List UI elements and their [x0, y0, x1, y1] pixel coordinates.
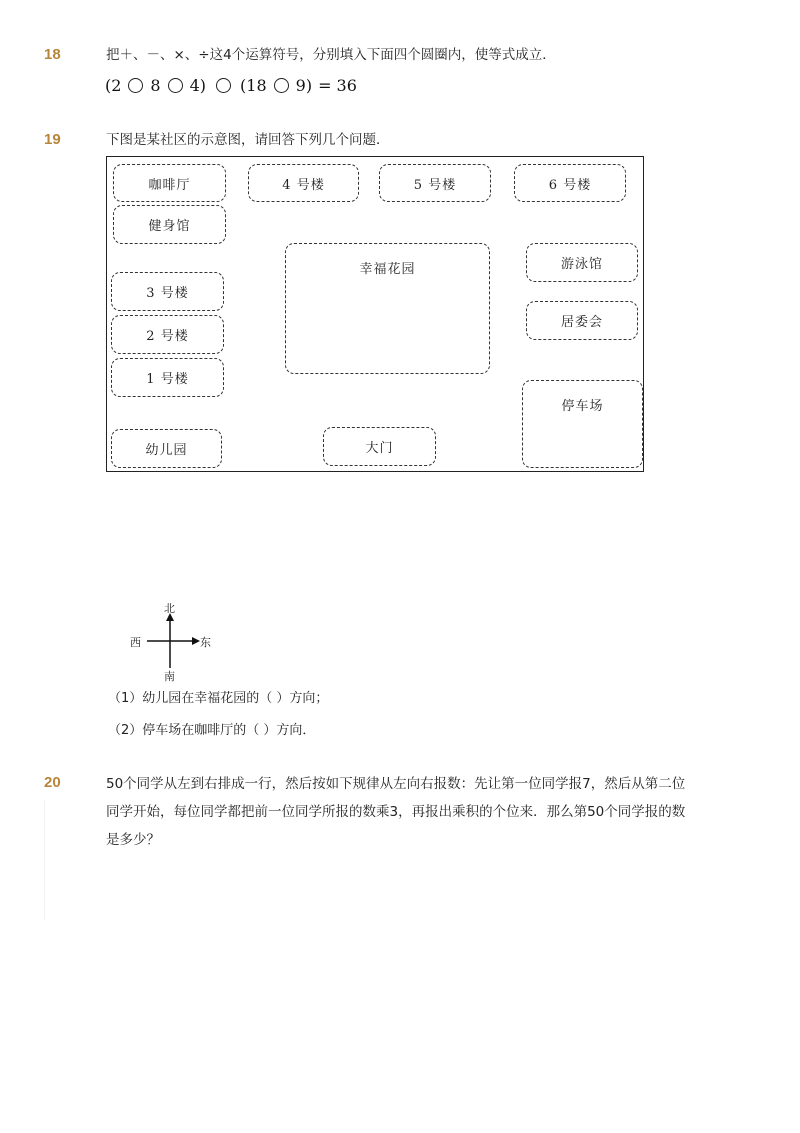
map-building-6: 6 号楼	[514, 164, 626, 202]
eq-n2: 8	[150, 76, 161, 95]
question-number-20: 20	[44, 774, 61, 791]
operator-circle-2[interactable]	[168, 78, 183, 93]
question-18-equation	[105, 76, 357, 95]
compass-east-label: 东	[200, 636, 211, 649]
eq-open1: (2	[105, 76, 122, 95]
question-20-line-1: 50个同学从左到右排成一行，然后按如下规律从左向右报数：先让第一位同学报7，然后从第二位	[106, 776, 686, 792]
map-pool: 游泳馆	[526, 243, 638, 282]
compass-south-label: 南	[164, 670, 175, 683]
compass-rose	[126, 600, 226, 684]
map-cafe: 咖啡厅	[113, 164, 226, 202]
map-building-2: 2 号楼	[111, 315, 224, 354]
map-building-3: 3 号楼	[111, 272, 224, 311]
question-20-text	[106, 770, 726, 854]
question-19-sub-2: （2）停车场在咖啡厅的（ ）方向．	[108, 723, 316, 738]
compass-arrows-icon	[126, 600, 226, 684]
operator-circle-3[interactable]	[216, 78, 231, 93]
question-19-sub-1: （1）幼儿园在幸福花园的（ ）方向；	[108, 691, 329, 706]
question-18-prompt: 把＋、－、×、÷这4个运算符号，分别填入下面四个圆圈内，使等式成立．	[106, 47, 556, 63]
compass-west-label: 西	[130, 636, 141, 649]
eq-close1: 4)	[189, 76, 207, 95]
question-20-line-3: 是多少？	[106, 832, 160, 848]
margin-guide	[44, 800, 45, 920]
map-parking: 停车场	[522, 380, 643, 468]
question-number-19: 19	[44, 131, 61, 148]
map-garden: 幸福花园	[285, 243, 490, 374]
compass-north-label: 北	[164, 602, 175, 615]
operator-circle-4[interactable]	[274, 78, 289, 93]
community-map	[106, 156, 644, 472]
eq-open2: (18	[240, 76, 267, 95]
question-20-line-2: 同学开始，每位同学都把前一位同学所报的数乘3，再报出乘积的个位来．那么第50个同学报的数	[106, 804, 686, 820]
map-gate: 大门	[323, 427, 436, 466]
map-kindergarten: 幼儿园	[111, 429, 222, 468]
map-building-4: 4 号楼	[248, 164, 359, 202]
operator-circle-1[interactable]	[128, 78, 143, 93]
question-number-18: 18	[44, 46, 61, 63]
map-committee: 居委会	[526, 301, 638, 340]
map-building-5: 5 号楼	[379, 164, 491, 202]
eq-close2: 9)	[295, 76, 313, 95]
question-19-prompt: 下图是某社区的示意图，请回答下列几个问题．	[106, 132, 390, 148]
eq-rhs: = 36	[318, 76, 357, 95]
map-building-1: 1 号楼	[111, 358, 224, 397]
map-gym: 健身馆	[113, 205, 226, 244]
